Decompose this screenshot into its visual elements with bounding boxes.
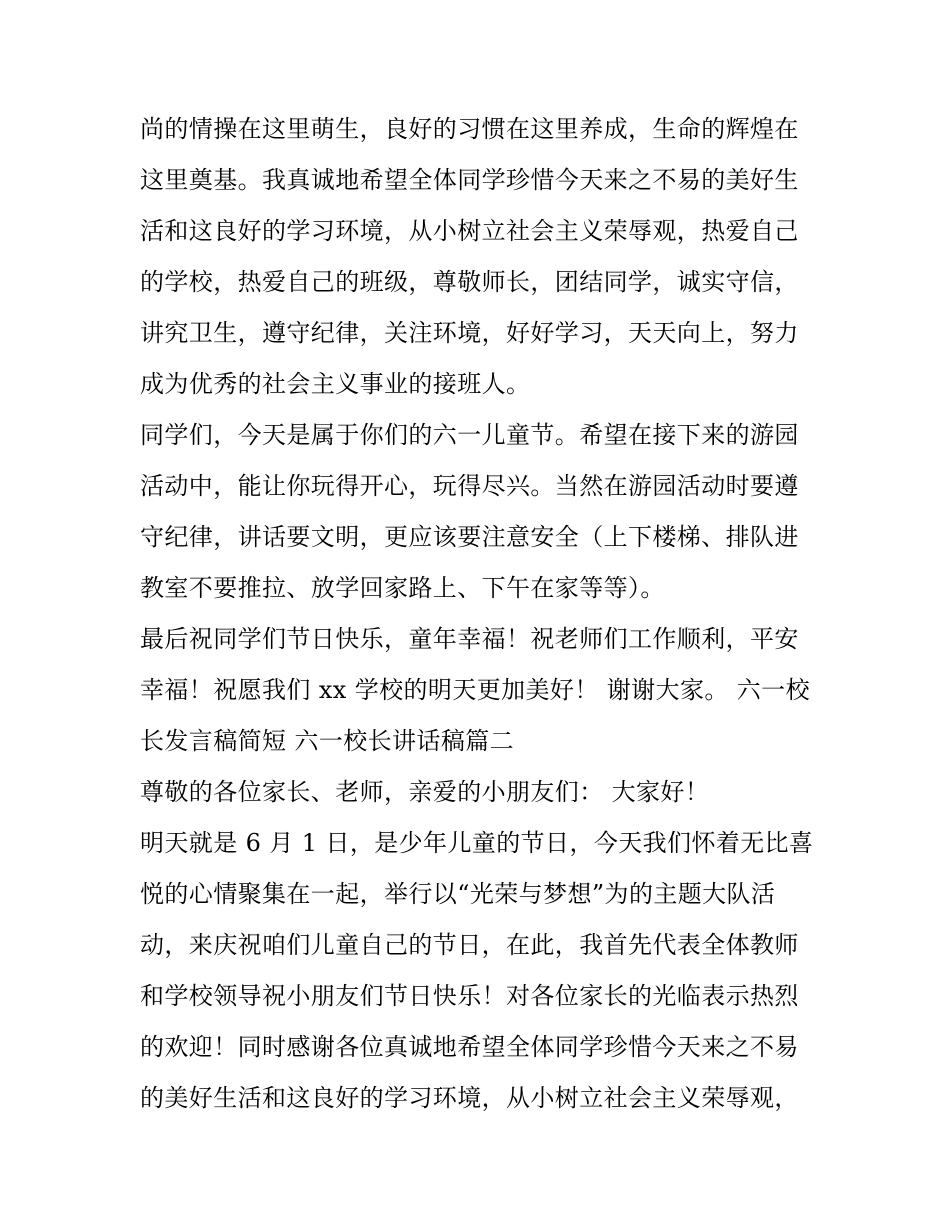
text-line: 最后祝同学们节日快乐，童年幸福！祝老师们工作顺利，平安 <box>140 625 799 653</box>
text-line: 明天就是 6 月 1 日，是少年儿童的节日，今天我们怀着无比喜 <box>140 829 814 857</box>
text-line: 动，来庆祝咱们儿童自己的节日，在此，我首先代表全体教师 <box>140 931 799 959</box>
text-line: 活和这良好的学习环境，从小树立社会主义荣辱观，热爱自己 <box>140 217 799 245</box>
text-line: 教室不要推拉、放学回家路上、下午在家等等）。 <box>140 574 665 602</box>
body-text <box>140 104 820 1124</box>
text-line: 这里奠基。我真诚地希望全体同学珍惜今天来之不易的美好生 <box>140 166 799 194</box>
text-line: 幸福！祝愿我们 xx 学校的明天更加美好！ 谢谢大家。 六一校 <box>140 676 810 704</box>
text-line: 和学校领导祝小朋友们节日快乐！对各位家长的光临表示热烈 <box>140 982 799 1010</box>
text-line: 长发言稿简短 六一校长讲话稿篇二 <box>140 727 515 755</box>
text-line: 的学校，热爱自己的班级，尊敬师长，团结同学，诚实守信， <box>140 268 799 296</box>
text-line: 尚的情操在这里萌生，良好的习惯在这里养成，生命的辉煌在 <box>140 115 799 143</box>
text-line: 活动中，能让你玩得开心，玩得尽兴。当然在游园活动时要遵 <box>140 472 799 500</box>
text-line: 的美好生活和这良好的学习环境，从小树立社会主义荣辱观， <box>140 1084 799 1112</box>
text-line: 悦的心情聚集在一起，举行以“光荣与梦想”为的主题大队活 <box>140 880 776 908</box>
text-line: 守纪律，讲话要文明，更应该要注意安全（上下楼梯、排队进 <box>140 523 799 551</box>
text-line: 成为优秀的社会主义事业的接班人。 <box>140 370 531 398</box>
text-line: 的欢迎！同时感谢各位真诚地希望全体同学珍惜今天来之不易 <box>140 1033 799 1061</box>
text-line: 讲究卫生，遵守纪律，关注环境，好好学习，天天向上，努力 <box>140 319 799 347</box>
text-line: 同学们，今天是属于你们的六一儿童节。希望在接下来的游园 <box>140 421 799 449</box>
text-line: 尊敬的各位家长、老师，亲爱的小朋友们： 大家好！ <box>140 778 710 806</box>
